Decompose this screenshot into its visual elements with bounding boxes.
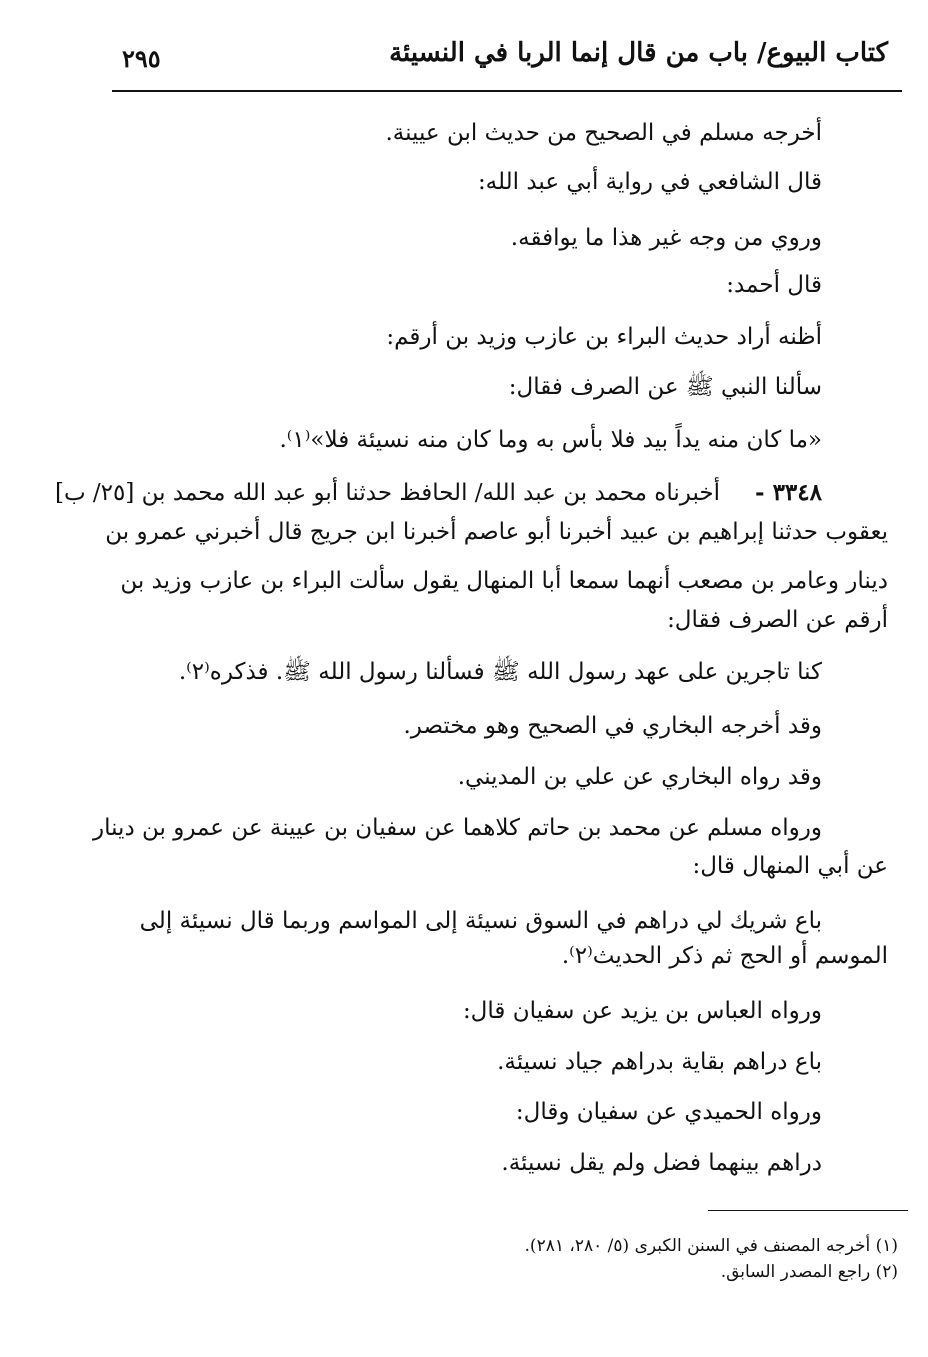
text-line-6: سألنا النبي ﷺ عن الصرف فقال: [508, 374, 822, 400]
running-header-title: كتاب البيوع/ باب من قال إنما الربا في النسيئة [389, 38, 888, 68]
text-line-20: باع دراهم بقاية بدراهم جياد نسيئة. [497, 1049, 822, 1075]
text-line-19: ورواه العباس بن يزيد عن سفيان قال: [462, 998, 822, 1024]
text-line-3: وروي من وجه غير هذا ما يوافقه. [510, 225, 822, 251]
text-line-8: أخبرناه محمد بن عبد الله/ الحافظ حدثنا أبو عبد الله محمد بن [٢٥/ ب] [54, 480, 720, 506]
footnote-1: (١) أخرجه المصنف في السنن الكبرى (٥/ ٢٨٠، ٢٨١). [524, 1236, 898, 1256]
hadith-number [755, 478, 822, 508]
text-line-4: قال أحمد: [726, 272, 822, 298]
text-line-12: كنا تاجرين على عهد رسول الله ﷺ فسألنا رسول الله ﷺ. فذكره⁽٢⁾. [178, 659, 822, 685]
text-line-18: الموسم أو الحج ثم ذكر الحديث⁽٢⁾. [561, 943, 888, 969]
text-line-16: عن أبي المنهال قال: [692, 853, 888, 879]
hadith-number-value: ٣٣٤٨ - [755, 479, 822, 506]
text-line-14: وقد رواه البخاري عن علي بن المديني. [457, 764, 822, 790]
text-line-2: قال الشافعي في رواية أبي عبد الله: [477, 169, 822, 195]
footnote-rule [708, 1210, 908, 1211]
text-line-13: وقد أخرجه البخاري في الصحيح وهو مختصر. [403, 713, 822, 739]
footnote-2: (٢) راجع المصدر السابق. [720, 1262, 898, 1282]
text-line-15: ورواه مسلم عن محمد بن حاتم كلاهما عن سفيان بن عيينة عن عمرو بن دينار [92, 815, 822, 841]
text-line-10: دينار وعامر بن مصعب أنهما سمعا أبا المنهال يقول سألت البراء بن عازب وزيد بن [120, 568, 888, 594]
text-line-7: «ما كان منه يداً بيد فلا بأس به وما كان منه نسيئة فلا»⁽١⁾. [279, 427, 822, 453]
text-line-22: دراهم بينهما فضل ولم يقل نسيئة. [501, 1150, 822, 1176]
text-line-21: ورواه الحميدي عن سفيان وقال: [515, 1099, 822, 1125]
text-line-17: باع شريك لي دراهم في السوق نسيئة إلى المواسم وربما قال نسيئة إلى [139, 908, 822, 934]
page-number: ٢٩٥ [122, 44, 161, 73]
header-rule [112, 90, 902, 92]
text-line-5: أظنه أراد حديث البراء بن عازب وزيد بن أرقم: [386, 324, 822, 350]
text-line-11: أرقم عن الصرف فقال: [667, 607, 888, 633]
text-line-9: يعقوب حدثنا إبراهيم بن عبيد أخبرنا أبو عاصم أخبرنا ابن جريج قال أخبرني عمرو بن [105, 519, 888, 545]
text-line-1: أخرجه مسلم في الصحيح من حديث ابن عيينة. [385, 120, 822, 146]
